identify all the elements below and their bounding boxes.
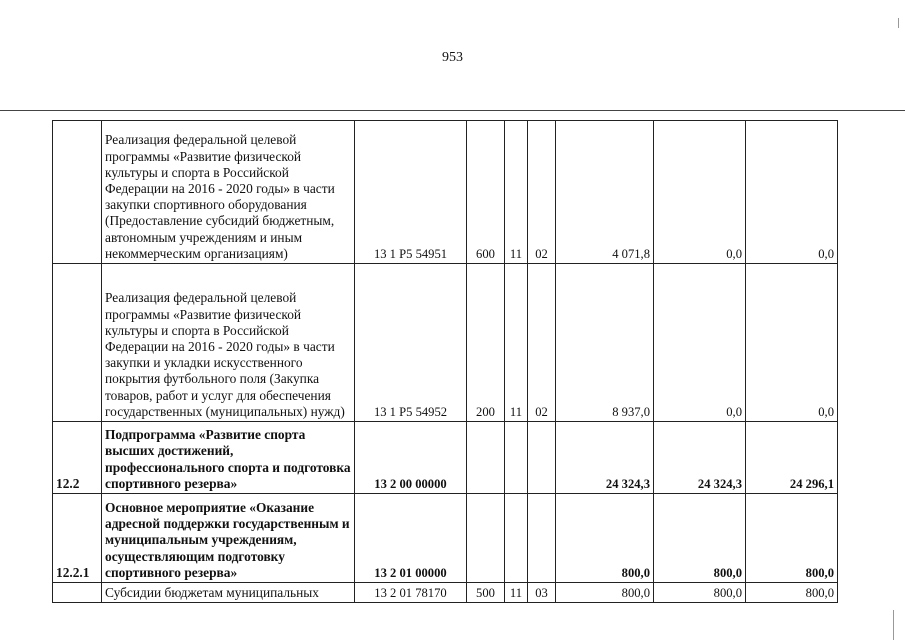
header-rule — [0, 110, 905, 111]
row-target-code: 13 1 P5 54952 — [355, 264, 467, 422]
row-expense-type: 600 — [467, 121, 505, 264]
row-amount-1: 800,0 — [556, 583, 654, 603]
row-amount-2: 800,0 — [654, 583, 746, 603]
row-name: Подпрограмма «Развитие спорта высших достижений, профессионального спорта и подготовка спортивного резерва» — [102, 422, 355, 494]
row-number: 12.2.1 — [53, 494, 102, 583]
scan-edge-mark — [893, 610, 894, 640]
row-amount-2: 0,0 — [654, 121, 746, 264]
scan-edge-mark — [898, 18, 899, 28]
row-amount-2: 0,0 — [654, 264, 746, 422]
row-target-code: 13 2 00 00000 — [355, 422, 467, 494]
row-target-code: 13 1 P5 54951 — [355, 121, 467, 264]
row-name: Субсидии бюджетам муниципальных — [102, 583, 355, 603]
page-number: 953 — [442, 50, 463, 65]
row-subsection — [528, 422, 556, 494]
row-amount-1: 8 937,0 — [556, 264, 654, 422]
row-name: Основное мероприятие «Оказание адресной поддержки государственным и муниципальным учреждениям, осуществляющим подготовку спортивного резерва» — [102, 494, 355, 583]
row-amount-3: 800,0 — [746, 494, 838, 583]
row-target-code: 13 2 01 00000 — [355, 494, 467, 583]
row-amount-1: 4 071,8 — [556, 121, 654, 264]
row-amount-3: 24 296,1 — [746, 422, 838, 494]
row-amount-3: 0,0 — [746, 264, 838, 422]
row-name: Реализация федеральной целевой программы «Развитие физической культуры и спорта в Российской Федерации на 2016 - 2020 годы» в части закупки и укладки искусственного покрытия футбольного поля (Закупка товаров, работ и услуг для обеспечения государственных (муниципальных) нужд) — [102, 264, 355, 422]
row-amount-1: 800,0 — [556, 494, 654, 583]
row-target-code: 13 2 01 78170 — [355, 583, 467, 603]
table-row — [53, 264, 838, 422]
row-section: 11 — [505, 121, 528, 264]
row-subsection: 02 — [528, 121, 556, 264]
row-amount-3: 0,0 — [746, 121, 838, 264]
row-number — [53, 264, 102, 422]
row-expense-type — [467, 422, 505, 494]
row-expense-type — [467, 494, 505, 583]
row-section: 11 — [505, 264, 528, 422]
table-row — [53, 121, 838, 264]
row-amount-3: 800,0 — [746, 583, 838, 603]
row-amount-2: 24 324,3 — [654, 422, 746, 494]
table-row — [53, 494, 838, 583]
row-subsection: 03 — [528, 583, 556, 603]
row-amount-2: 800,0 — [654, 494, 746, 583]
row-section — [505, 494, 528, 583]
row-expense-type: 200 — [467, 264, 505, 422]
row-number: 12.2 — [53, 422, 102, 494]
table-row — [53, 422, 838, 494]
row-section: 11 — [505, 583, 528, 603]
row-subsection: 02 — [528, 264, 556, 422]
row-name: Реализация федеральной целевой программы «Развитие физической культуры и спорта в Российской Федерации на 2016 - 2020 годы» в части закупки спортивного оборудования (Предоставление субсидий бюджетным, автономным учреждениям и иным некоммерческим организациям) — [102, 121, 355, 264]
row-expense-type: 500 — [467, 583, 505, 603]
row-amount-1: 24 324,3 — [556, 422, 654, 494]
table-row — [53, 583, 838, 603]
row-subsection — [528, 494, 556, 583]
row-section — [505, 422, 528, 494]
row-number — [53, 121, 102, 264]
row-number — [53, 583, 102, 603]
budget-table — [52, 120, 838, 603]
